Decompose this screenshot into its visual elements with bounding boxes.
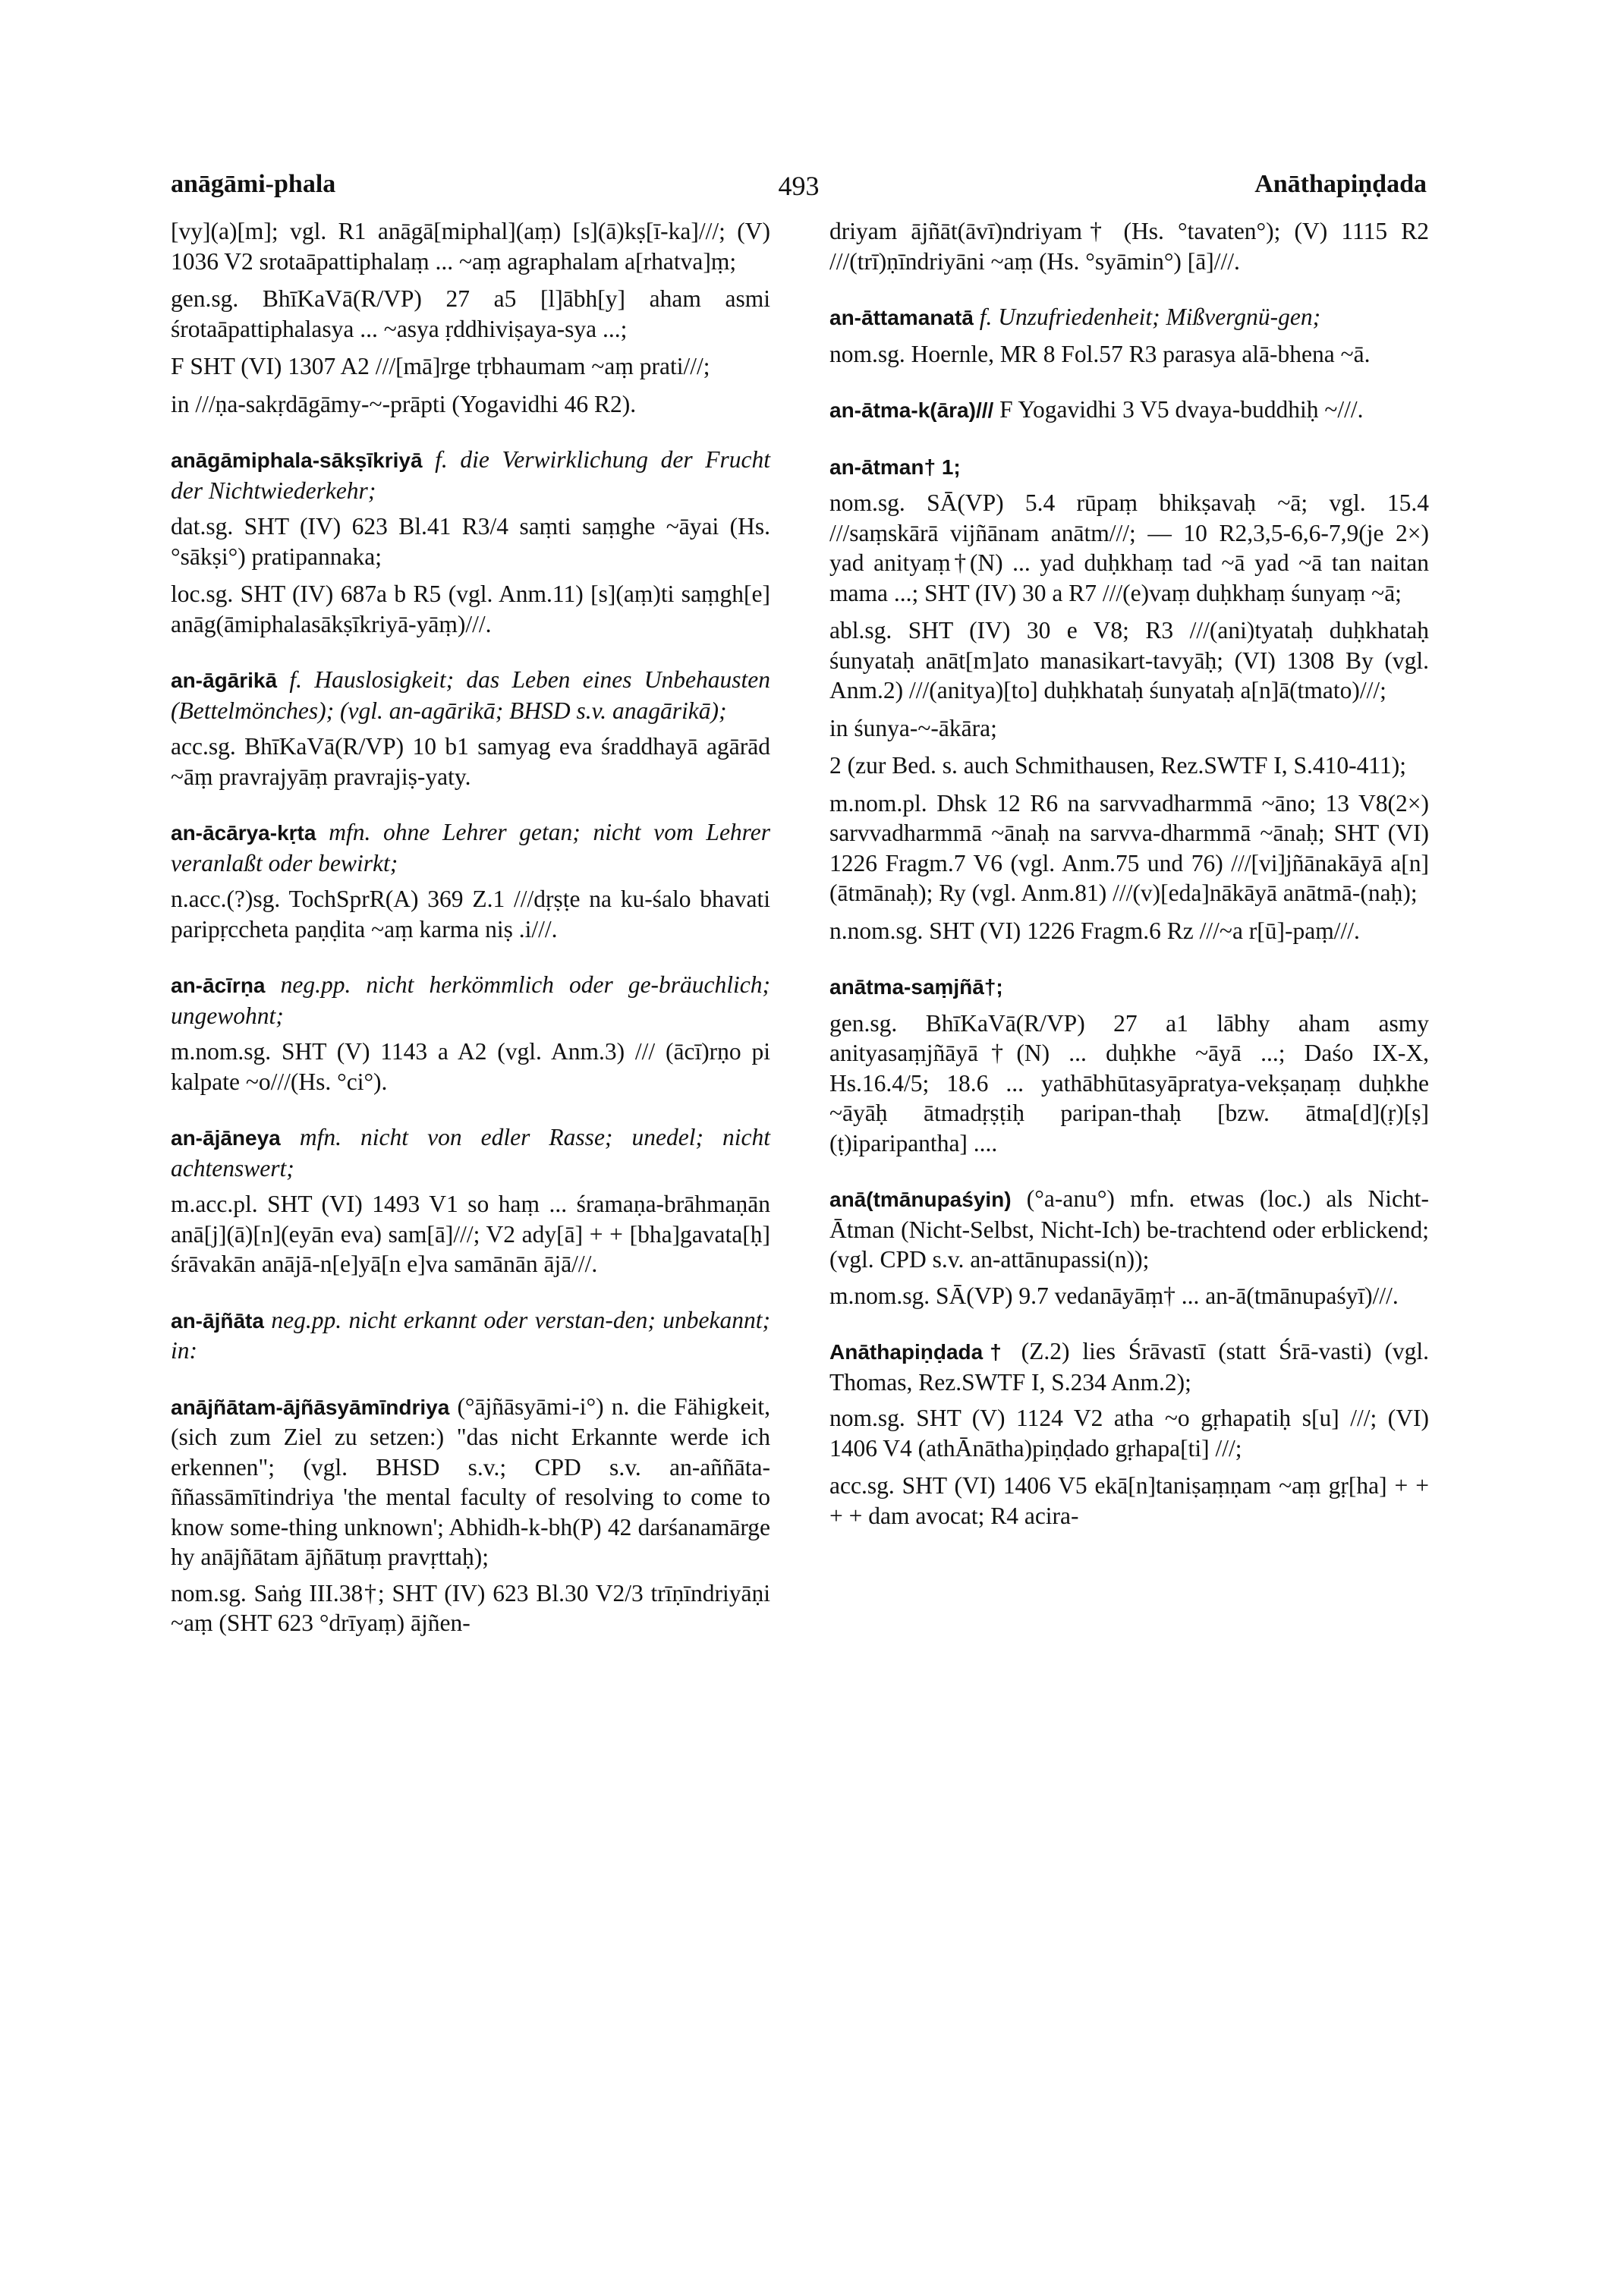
headword: anātma-saṃjñā†;: [829, 975, 1003, 999]
headword: an-ācīrṇa: [171, 974, 266, 997]
entry-line: [vy](a)[m]; vgl. R1 anāgā[miphal](aṃ) [s](ā)kṣ[ī-ka]///; (V) 1036 V2 srotaāpattiphalaṃ ... ~aṃ agraphalam a[rhatva]ṃ;: [171, 218, 770, 275]
definition: f. Unzufriedenheit; Mißvergnü-gen;: [979, 304, 1321, 330]
entry-heading: [829, 1184, 1429, 1275]
entry-line: nom.sg. Saṅg III.38†; SHT (IV) 623 Bl.30 V2/3 trīṇīndriyāṇi ~aṃ (SHT 623 °drīyaṃ) ājñen-: [171, 1579, 770, 1636]
dictionary-entry: [171, 665, 770, 791]
dictionary-entry: [829, 1336, 1429, 1531]
definition: mfn. nicht von edler Rasse; unedel; nicht achtenswert;: [171, 1124, 771, 1182]
definition: f. Hauslosigkeit; das Leben eines Unbehausten (Bettelmönches); (vgl. an-agārikā; BHSD s.v. anagārikā);: [171, 666, 770, 724]
dictionary-entry: [171, 817, 770, 944]
entry-line: in śunya-~-ākāra;: [829, 714, 997, 741]
entry-line: dat.sg. SHT (IV) 623 Bl.41 R3/4 saṃti saṃghe ~āyai (Hs. °sākṣi°) pratipannaka;: [171, 513, 770, 570]
dictionary-entry: [829, 452, 1429, 946]
entry-heading: [829, 395, 1429, 426]
entry-line: nom.sg. Hoernle, MR 8 Fol.57 R3 parasya alā-bhena ~ā.: [829, 340, 1371, 367]
definition: neg.pp. nicht erkannt oder verstan-den; unbekannt; in:: [171, 1306, 771, 1364]
entry-line: m.nom.sg. SHT (V) 1143 a A2 (vgl. Anm.3) /// (ācī)rṇo pi kalpate ~o///(Hs. °ci°).: [171, 1038, 770, 1095]
dictionary-entry: [171, 1122, 770, 1279]
right-column: [829, 216, 1429, 1556]
entry-line: gen.sg. BhīKaVā(R/VP) 27 a1 lābhy aham asmy anityasaṃjñāyā†(N) ... duḥkhe ~āyā ...; Daśo IX-X, Hs.16.4/5; 18.6 ... yathābhūtasyāpratya-vekṣaṇaṃ duḥkhe ~āyāḥ ātmadṛṣṭiḥ paripan-thaḥ [bzw. ātma[d](ṛ)[ṣ](ṭ)iparipantha] ....: [829, 1009, 1429, 1157]
left-column: [171, 216, 770, 1664]
definition: (Z.2) lies Śrāvastī (statt Śrā-vasti) (vgl. Thomas, Rez.SWTF I, S.234 Anm.2);: [829, 1338, 1430, 1396]
definition: neg.pp. nicht herkömmlich oder ge-bräuchlich; ungewohnt;: [171, 971, 771, 1029]
entry-line: n.nom.sg. SHT (VI) 1226 Fragm.6 Rz ///~a r[ū]-paṃ///.: [829, 917, 1360, 944]
definition: (°ājñāsyāmi-i°) n. die Fähigkeit, (sich zum Ziel zu setzen:) "das nicht Erkannte werde ich erkennen"; (vgl. BHSD s.v.; CPD s.v. an-aññāta-ññassāmītindriya 'the mental faculty of resolving to come to know some-thing unknown'; Abhidh-k-bh(P) 42 darśanamārge hy anājñātam ājñātuṃ pravṛttaḥ);: [171, 1393, 770, 1570]
headword: Anāthapiṇḍada†: [829, 1340, 1009, 1364]
dictionary-entry: [829, 395, 1429, 426]
headword: an-āgārikā: [171, 669, 278, 692]
definition: mfn. ohne Lehrer getan; nicht vom Lehrer veranlaßt oder bewirkt;: [171, 819, 771, 876]
dictionary-entry: [171, 1392, 770, 1638]
headword: anāgāmiphala-sākṣīkriyā: [171, 448, 423, 472]
entry-line: m.nom.pl. Dhsk 12 R6 na sarvvadharmmā ~āno; 13 V8(2×) sarvvadharmmā ~ānaḥ na sarvva-dharmmā ~ānaḥ; SHT (VI) 1226 Fragm.7 V6 (vgl. Anm.75 und 76) ///[vi]jñānakāyā a[n](ātmānaḥ); Ry (vgl. Anm.81) ///(v)[eda]nākāyā anātmā-(naḥ);: [829, 789, 1429, 906]
definition: F Yogavidhi 3 V5 dvaya-buddhiḥ ~///.: [999, 396, 1364, 423]
entry-line: nom.sg. SĀ(VP) 5.4 rūpaṃ bhikṣavaḥ ~ā; vgl. 15.4 ///saṃskārā vijñānam anātm///; — 10 R2,3,5-6,6-7,9(je 2×) yad anityaṃ†(N) ... yad duḥkhaṃ tad ~ā yad ~ā tan naitan mama ...; SHT (IV) 30 a R7 ///(e)vaṃ duḥkhaṃ śunyaṃ ~ā;: [829, 489, 1429, 606]
entry-line: m.acc.pl. SHT (VI) 1493 V1 so haṃ ... śramaṇa-brāhmaṇān anā[j](ā)[n](eyān eva) sam[ā]///; V2 ady[ā] + + [bha]gavata[ḥ] śrāvakān anājā-n[e]yā[n e]va samānān ājā///.: [171, 1191, 770, 1277]
headword: anājñātam-ājñāsyāmīndriya: [171, 1395, 450, 1419]
definition: f. die Verwirklichung der Frucht der Nichtwiederkehr;: [171, 446, 771, 504]
entry-heading: [829, 971, 1429, 1002]
headword: an-ātma-k(āra)///: [829, 398, 994, 422]
dictionary-entry: [171, 216, 770, 419]
headword: an-ācārya-kṛta: [171, 821, 316, 845]
dictionary-entry: [829, 971, 1429, 1158]
entry-heading: [829, 452, 1429, 483]
entry-heading: [171, 970, 770, 1031]
dictionary-entry: [171, 445, 770, 639]
headword: an-ātman† 1;: [829, 455, 961, 479]
entry-line: in ///ṇa-sakṛdāgāmy-~-prāpti (Yogavidhi 46 R2).: [171, 390, 637, 417]
page-number: 493: [778, 171, 820, 201]
entry-line: 2 (zur Bed. s. auch Schmithausen, Rez.SWTF I, S.410-411);: [829, 752, 1406, 779]
entry-heading: [171, 1392, 770, 1572]
entry-line: loc.sg. SHT (IV) 687a b R5 (vgl. Anm.11) [s](aṃ)ti saṃgh[e] anāg(āmiphalasākṣīkriyā-yāṃ)///.: [171, 581, 770, 637]
headword: an-ājāneya: [171, 1126, 281, 1150]
entry-heading: [171, 817, 770, 878]
definition: (°a-anu°) mfn. etwas (loc.) als Nicht-Ātman (Nicht-Selbst, Nicht-Ich) be-trachtend oder erblickend; (vgl. CPD s.v. an-attānupassi(n));: [829, 1185, 1429, 1273]
headword: an-āttamanatā: [829, 306, 974, 329]
headword: anā(tmānupaśyin): [829, 1188, 1012, 1211]
entry-line: abl.sg. SHT (IV) 30 e V8; R3 ///(ani)tyataḥ duḥkhataḥ śunyataḥ anāt[m]ato manasikart-tavyāḥ; (VI) 1308 By (vgl. Anm.2) ///(anitya)[to] duḥkhataḥ śunyataḥ a[n]ā(tmato)///;: [829, 617, 1429, 703]
dictionary-entry: [829, 1184, 1429, 1311]
entry-heading: [171, 1305, 770, 1366]
dictionary-entry: [829, 302, 1429, 369]
entry-line: nom.sg. SHT (V) 1124 V2 atha ~o gṛhapatiḥ s[u] ///; (VI) 1406 V4 (athĀnātha)piṇḍado gṛhapa[ti] ///;: [829, 1405, 1429, 1462]
entry-line: driyam ājñāt(āvī)ndriyam† (Hs. °tavaten°); (V) 1115 R2 ///(trī)ṇīndriyāni ~aṃ (Hs. °syāmin°) [ā]///.: [829, 218, 1429, 275]
entry-heading: [171, 1122, 770, 1183]
dictionary-entry: [171, 970, 770, 1097]
dictionary-entry: [829, 216, 1429, 276]
header-left-keyword: anāgāmi-phala: [171, 170, 336, 198]
headword: an-ājñāta: [171, 1308, 264, 1333]
running-header: [171, 170, 1427, 216]
entry-line: gen.sg. BhīKaVā(R/VP) 27 a5 [l]ābh[y] aham asmi śrotaāpattiphalasya ... ~asya ṛddhiviṣaya-sya ...;: [171, 285, 770, 342]
entry-heading: [829, 1336, 1429, 1397]
entry-heading: [829, 302, 1429, 333]
entry-line: acc.sg. SHT (VI) 1406 V5 ekā[n]taniṣaṃṇam ~aṃ gṛ[ha] + + + + dam avocat; R4 acira-: [829, 1472, 1429, 1529]
header-right-keyword: Anāthapiṇḍada: [1254, 170, 1427, 198]
entry-line: F SHT (VI) 1307 A2 ///[mā]rge tṛbhaumam ~aṃ prati///;: [171, 353, 710, 379]
dictionary-entry: [171, 1305, 770, 1366]
entry-heading: [171, 445, 770, 505]
entry-line: n.acc.(?)sg. TochSprR(A) 369 Z.1 ///dṛṣṭe na ku-śalo bhavati paripṛccheta paṇḍita ~aṃ karma niṣ .i///.: [171, 886, 770, 943]
entry-heading: [171, 665, 770, 725]
entry-line: m.nom.sg. SĀ(VP) 9.7 vedanāyāṃ† ... an-ā(tmānupaśyī)///.: [829, 1282, 1399, 1309]
entry-line: acc.sg. BhīKaVā(R/VP) 10 b1 samyag eva śraddhayā agārād ~āṃ pravrajyāṃ pravrajiṣ-yaty.: [171, 733, 770, 790]
